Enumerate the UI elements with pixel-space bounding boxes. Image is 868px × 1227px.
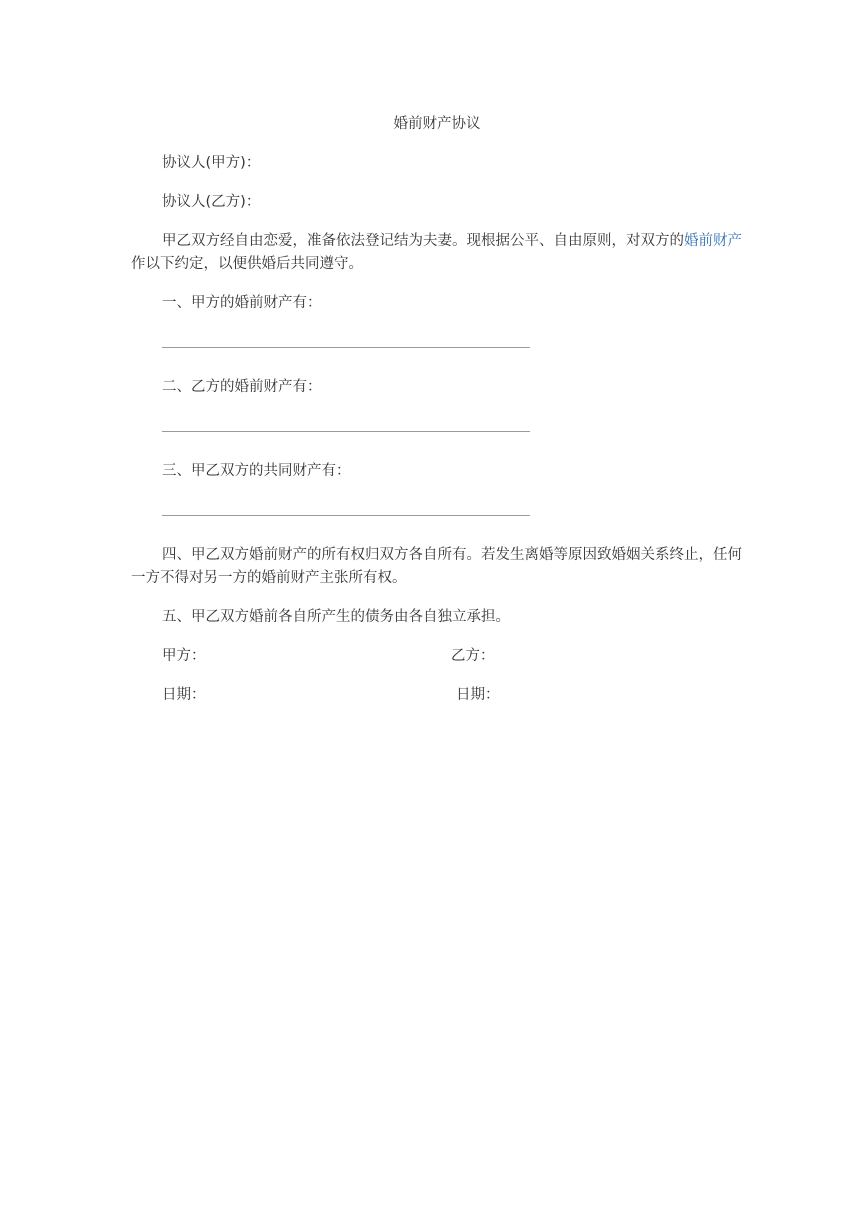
blank-line-clause-three: [162, 499, 530, 516]
clause-three: 三、甲乙双方的共同财产有：: [162, 463, 351, 479]
premarital-property-link[interactable]: 婚前财产: [684, 233, 742, 249]
party-a-line: 协议人(甲方)：: [162, 155, 261, 171]
party-b-line: 协议人(乙方)：: [162, 194, 261, 210]
intro-text-after: 作以下约定，以便供婚后共同遵守。: [131, 256, 363, 272]
agreement-body: [131, 113, 743, 723]
document-title: 婚前财产协议: [393, 116, 481, 132]
party-b-date-label: 日期：: [456, 687, 500, 703]
date-row: [131, 684, 743, 707]
party-a-signature-label: 甲方：: [162, 648, 206, 664]
clause-four: 四、甲乙双方婚前财产的所有权归双方各自所有。若发生离婚等原因致婚姻关系终止，任何一方不得对另一方的婚前财产主张所有权。: [131, 547, 742, 586]
intro-text-before: 甲乙双方经自由恋爱，准备依法登记结为夫妻。现根据公平、自由原则，对双方的: [162, 233, 684, 249]
party-a-date-label: 日期：: [162, 687, 206, 703]
blank-line-clause-one: [162, 331, 530, 348]
signature-row: [131, 645, 743, 668]
blank-line-clause-two: [162, 415, 530, 432]
intro-paragraph: [131, 230, 743, 276]
party-b-signature-label: 乙方：: [451, 648, 495, 664]
clause-one: 一、甲方的婚前财产有：: [162, 295, 322, 311]
clause-two: 二、乙方的婚前财产有：: [162, 379, 322, 395]
clause-five: 五、甲乙双方婚前各自所产生的债务由各自独立承担。: [162, 609, 510, 625]
